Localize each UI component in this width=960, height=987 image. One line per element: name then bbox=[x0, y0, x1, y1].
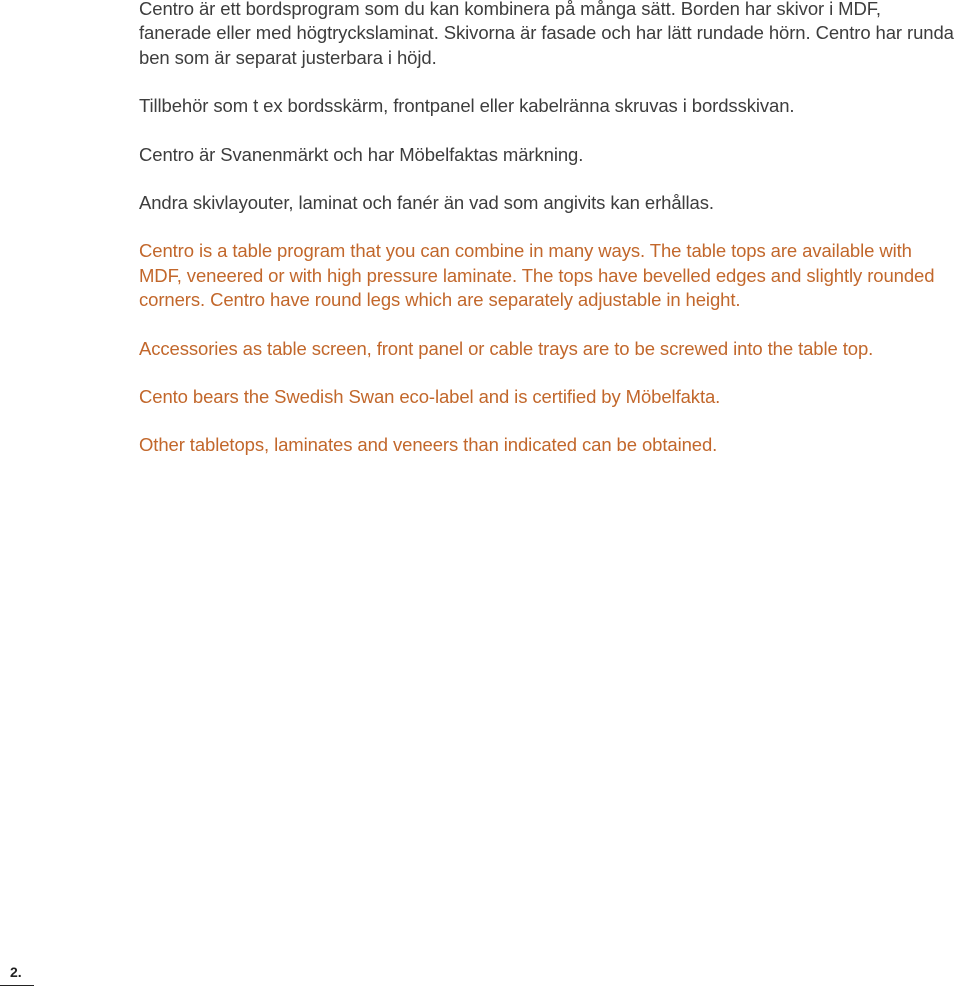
english-paragraph-options: Other tabletops, laminates and veneers than indicated can be obtained. bbox=[139, 434, 718, 456]
english-paragraph-accessories: Accessories as table screen, front panel or cable trays are to be screwed into the table top. bbox=[139, 337, 874, 359]
swedish-paragraph-accessories: Tillbehör som t ex bordsskärm, frontpanel eller kabelränna skruvas i bordsskivan. bbox=[139, 95, 795, 117]
swedish-section bbox=[139, 0, 954, 215]
document-body bbox=[139, 0, 954, 458]
english-section bbox=[139, 239, 954, 457]
page-number bbox=[0, 961, 34, 986]
english-paragraph-intro: Centro is a table program that you can combine in many ways. The table tops are available with MDF, veneered or with high pressure laminate. The tops have bevelled edges and slightly rounded corners. Centro have round legs which are separately adjustable in height. bbox=[139, 240, 935, 311]
swedish-paragraph-ecolabel: Centro är Svanenmärkt och har Möbelfaktas märkning. bbox=[139, 143, 584, 165]
english-paragraph-ecolabel: Cento bears the Swedish Swan eco-label and is certified by Möbelfakta. bbox=[139, 386, 721, 408]
page-number-label: 2. bbox=[10, 964, 22, 980]
swedish-paragraph-options: Andra skivlayouter, laminat och fanér än vad som angivits kan erhållas. bbox=[139, 192, 714, 214]
swedish-paragraph-intro: Centro är ett bordsprogram som du kan kombinera på många sätt. Borden har skivor i MDF, fanerade eller med högtryckslaminat. Skivorna är fasade och har lätt rundade hörn. Centro har runda ben som är separat justerbara i höjd. bbox=[139, 0, 954, 68]
